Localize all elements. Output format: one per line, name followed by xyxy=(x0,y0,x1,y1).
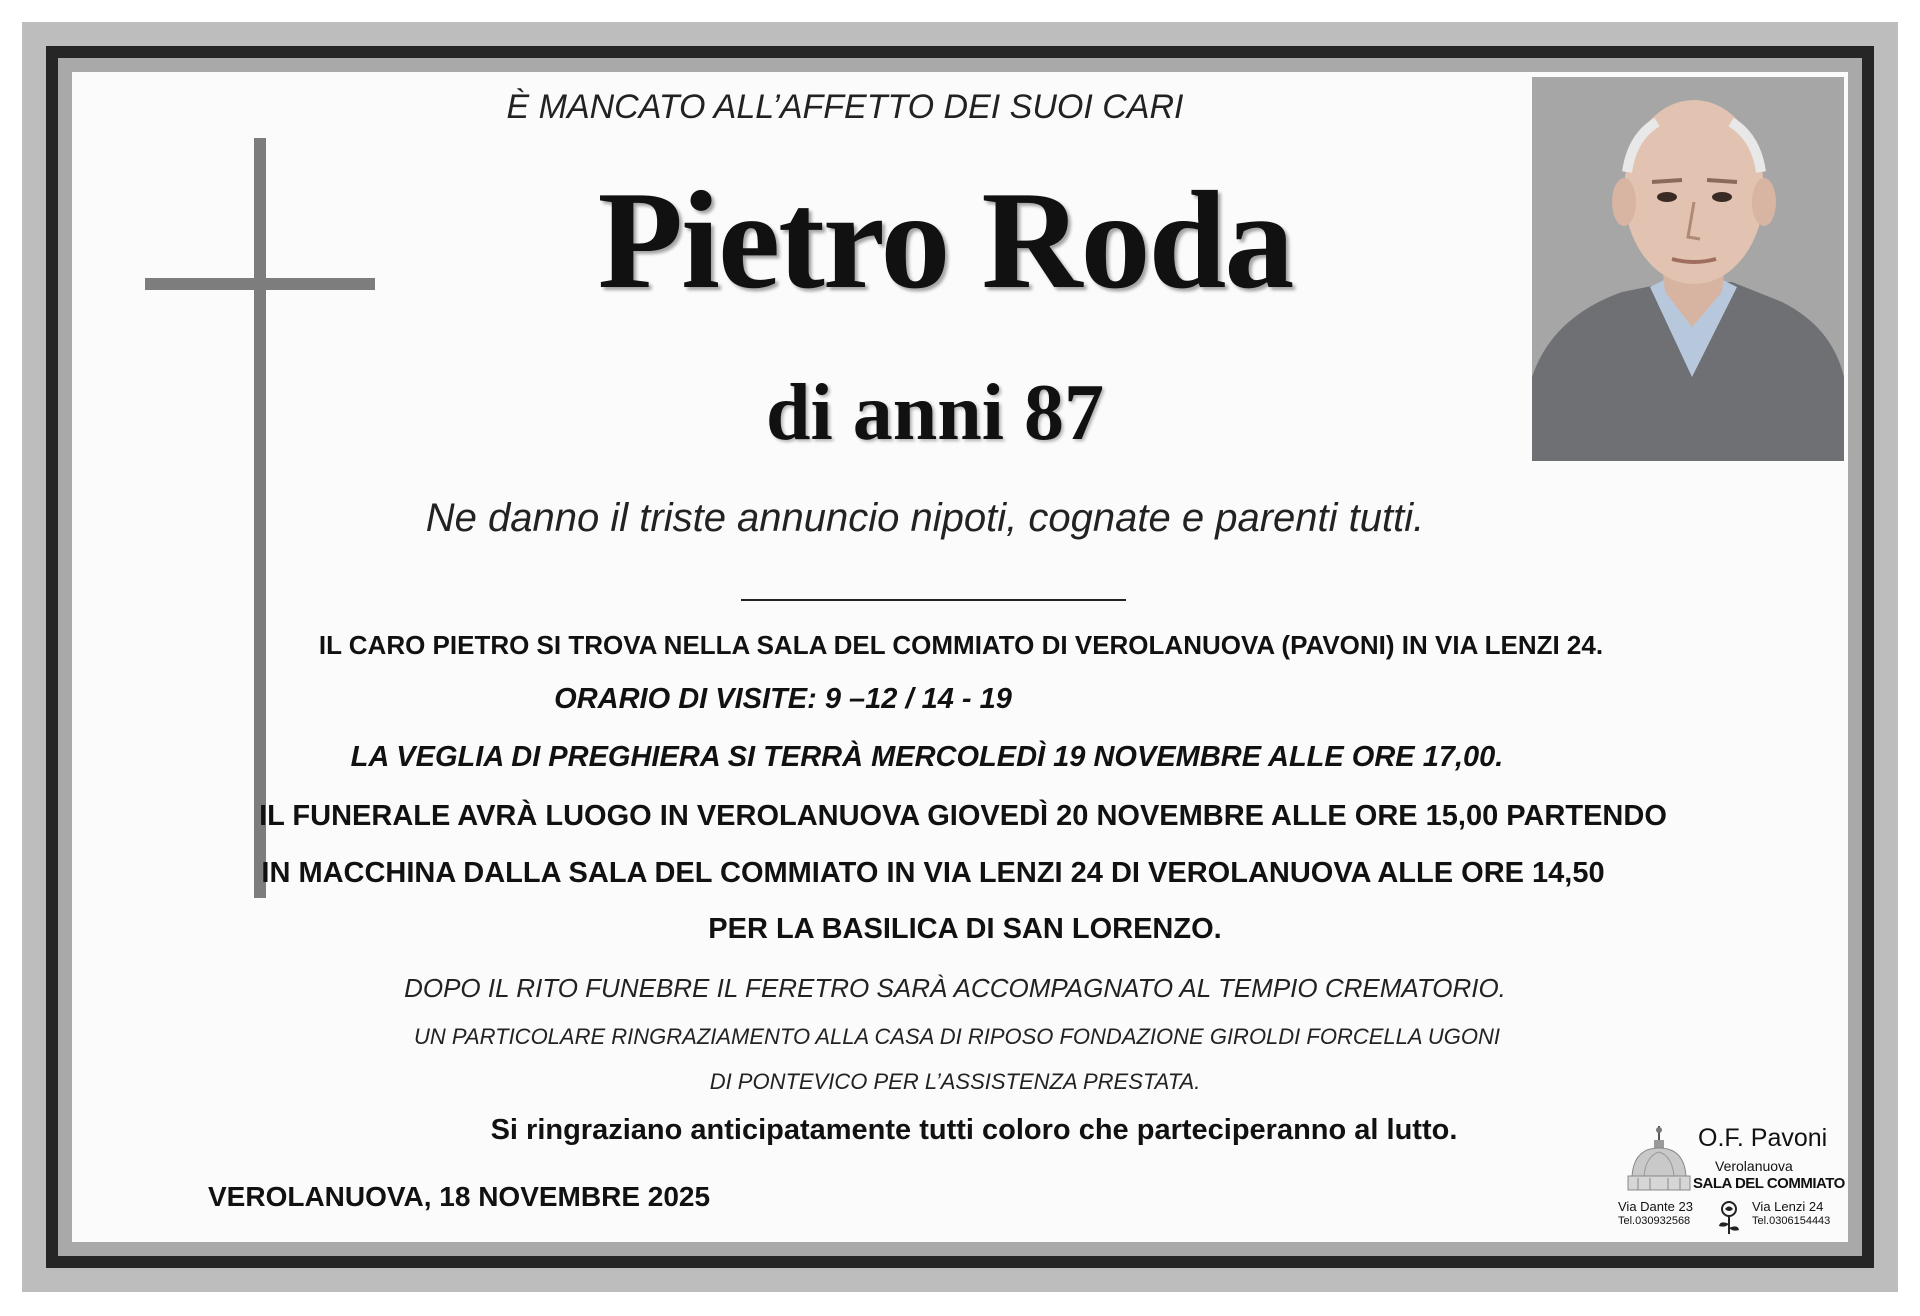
logo-phone-1: Tel.030932568 xyxy=(1618,1215,1691,1227)
funeral-home-logo xyxy=(1618,1120,1845,1238)
intro-text: È MANCATO ALL’AFFETTO DEI SUOI CARI xyxy=(506,88,1184,126)
thanks-line-1: UN PARTICOLARE RINGRAZIAMENTO ALLA CASA DI RIPOSO FONDAZIONE GIROLDI FORCELLA UGONI xyxy=(414,1024,1500,1049)
logo-address-1: Via Dante 23 xyxy=(1618,1199,1693,1214)
logo-name: O.F. Pavoni xyxy=(1698,1124,1828,1152)
deceased-age: di anni 87 xyxy=(766,369,1104,457)
cremation-text: DOPO IL RITO FUNEBRE IL FERETRO SARÀ ACCOMPAGNATO AL TEMPIO CREMATORIO. xyxy=(404,973,1506,1003)
logo-sala: SALA DEL COMMIATO xyxy=(1693,1175,1845,1192)
logo-phone-2: Tel.0306154443 xyxy=(1752,1215,1831,1227)
rose-icon xyxy=(1714,1200,1744,1236)
closing-text: Si ringraziano anticipatamente tutti coloro che parteciperanno al lutto. xyxy=(490,1114,1458,1146)
dome-icon xyxy=(1624,1124,1694,1196)
location-text: IL CARO PIETRO SI TROVA NELLA SALA DEL COMMIATO DI VEROLANUOVA (PAVONI) IN VIA LENZI 24. xyxy=(318,630,1604,660)
logo-address-2: Via Lenzi 24 xyxy=(1752,1199,1824,1214)
funeral-line-1: IL FUNERALE AVRÀ LUOGO IN VEROLANUOVA GIOVEDÌ 20 NOVEMBRE ALLE ORE 15,00 PARTENDO xyxy=(259,800,1667,832)
funeral-line-3: PER LA BASILICA DI SAN LORENZO. xyxy=(708,913,1222,945)
divider xyxy=(741,599,1126,601)
announcement-text: Ne danno il triste annuncio nipoti, cognate e parenti tutti. xyxy=(425,496,1425,540)
thanks-line-2: DI PONTEVICO PER L’ASSISTENZA PRESTATA. xyxy=(709,1069,1201,1094)
funeral-line-2: IN MACCHINA DALLA SALA DEL COMMIATO IN VIA LENZI 24 DI VEROLANUOVA ALLE ORE 14,50 xyxy=(261,857,1605,889)
place-date: VEROLANUOVA, 18 NOVEMBRE 2025 xyxy=(208,1181,711,1212)
deceased-name: Pietro Roda xyxy=(597,163,1293,318)
visiting-hours: ORARIO DI VISITE: 9 –12 / 14 - 19 xyxy=(554,683,1012,715)
vigil-text: LA VEGLIA DI PREGHIERA SI TERRÀ MERCOLEDÌ 19 NOVEMBRE ALLE ORE 17,00. xyxy=(350,741,1504,773)
logo-town: Verolanuova xyxy=(1715,1158,1793,1174)
